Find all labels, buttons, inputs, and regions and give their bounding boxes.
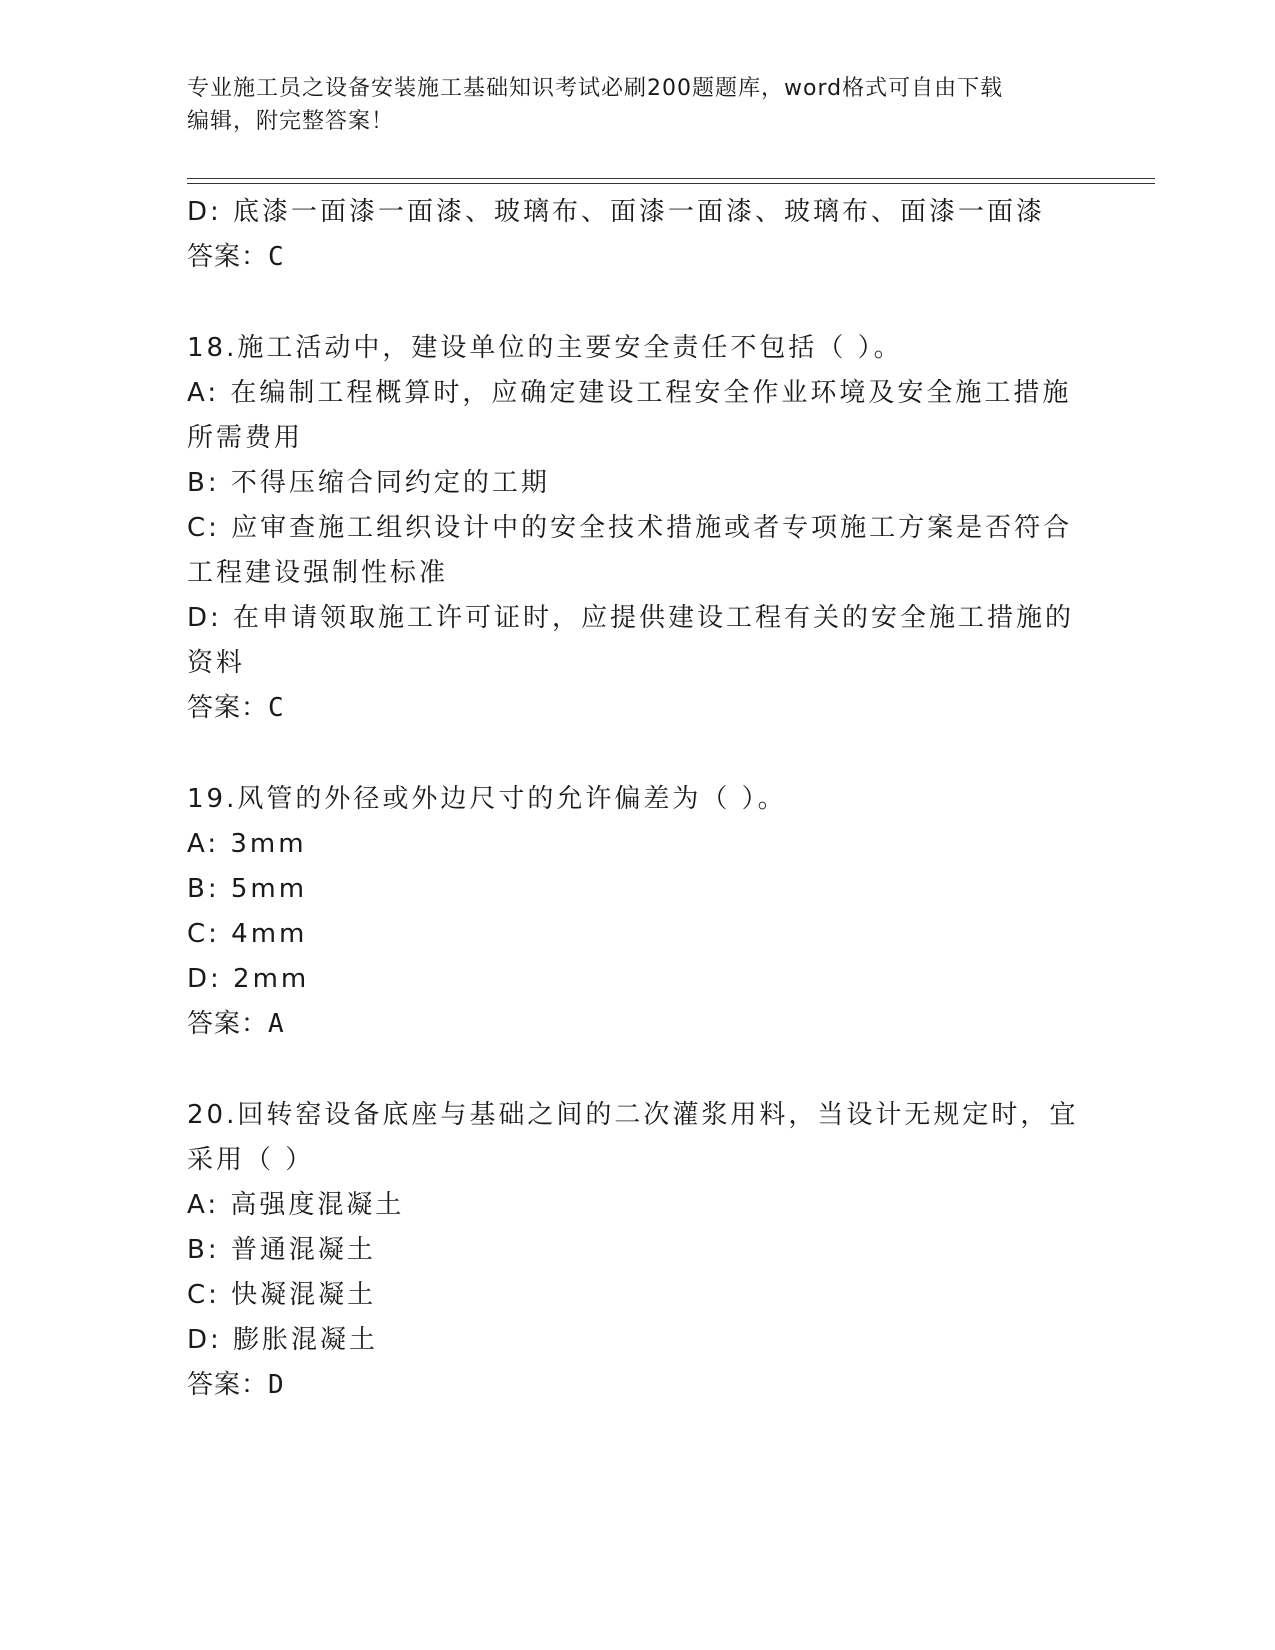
header-title-line-1: 专业施工员之设备安装施工基础知识考试必刷200题题库，word格式可自由下载 bbox=[187, 76, 1004, 101]
question-18 bbox=[187, 326, 1077, 731]
document-header bbox=[187, 72, 1067, 138]
option-c: C: 应审查施工组织设计中的安全技术措施或者专项施工方案是否符合 bbox=[187, 513, 1073, 543]
question-stem: 19.风管的外径或外边尺寸的允许偏差为（ ）。 bbox=[187, 784, 787, 814]
header-title-line-2: 编辑，附完整答案！ bbox=[187, 109, 395, 134]
option-b: B: 普通混凝土 bbox=[187, 1235, 376, 1265]
option-c: C: 快凝混凝土 bbox=[187, 1280, 377, 1310]
question-19 bbox=[187, 777, 1077, 1047]
option-d: D: 在申请领取施工许可证时，应提供建设工程有关的安全施工措施的 bbox=[187, 603, 1075, 633]
option-d: D: 膨胀混凝土 bbox=[187, 1325, 379, 1355]
spacer bbox=[187, 280, 1077, 326]
option-a: A: 高强度混凝土 bbox=[187, 1190, 405, 1220]
question-stem: 20.回转窑设备底座与基础之间的二次灌浆用料，当设计无规定时，宜 bbox=[187, 1100, 1079, 1130]
option-b: B: 5mm bbox=[187, 874, 308, 904]
header-divider-bottom bbox=[187, 183, 1155, 184]
answer: 答案：C bbox=[187, 693, 285, 723]
answer: 答案：C bbox=[187, 242, 285, 272]
option-c: C: 4mm bbox=[187, 919, 308, 949]
question-stem: 18.施工活动中，建设单位的主要安全责任不包括（ ）。 bbox=[187, 333, 903, 363]
question-17-tail bbox=[187, 190, 1077, 280]
option-a: A: 3mm bbox=[187, 829, 307, 859]
option-d-continued: 资料 bbox=[187, 648, 246, 678]
answer: 答案：A bbox=[187, 1009, 285, 1039]
header-divider-top bbox=[187, 178, 1155, 179]
option-a: A: 在编制工程概算时，应确定建设工程安全作业环境及安全施工措施 bbox=[187, 378, 1072, 408]
option-d: D: 2mm bbox=[187, 964, 310, 994]
spacer bbox=[187, 1047, 1077, 1093]
option-c-continued: 工程建设强制性标准 bbox=[187, 558, 449, 588]
document-body bbox=[187, 190, 1077, 1408]
option-a-continued: 所需费用 bbox=[187, 423, 304, 453]
question-20 bbox=[187, 1093, 1077, 1408]
question-stem-continued: 采用（ ） bbox=[187, 1145, 315, 1175]
spacer bbox=[187, 731, 1077, 777]
answer: 答案：D bbox=[187, 1370, 285, 1400]
option-d: D: 底漆一面漆一面漆、玻璃布、面漆一面漆、玻璃布、面漆一面漆 bbox=[187, 197, 1046, 227]
option-b: B: 不得压缩合同约定的工期 bbox=[187, 468, 550, 498]
